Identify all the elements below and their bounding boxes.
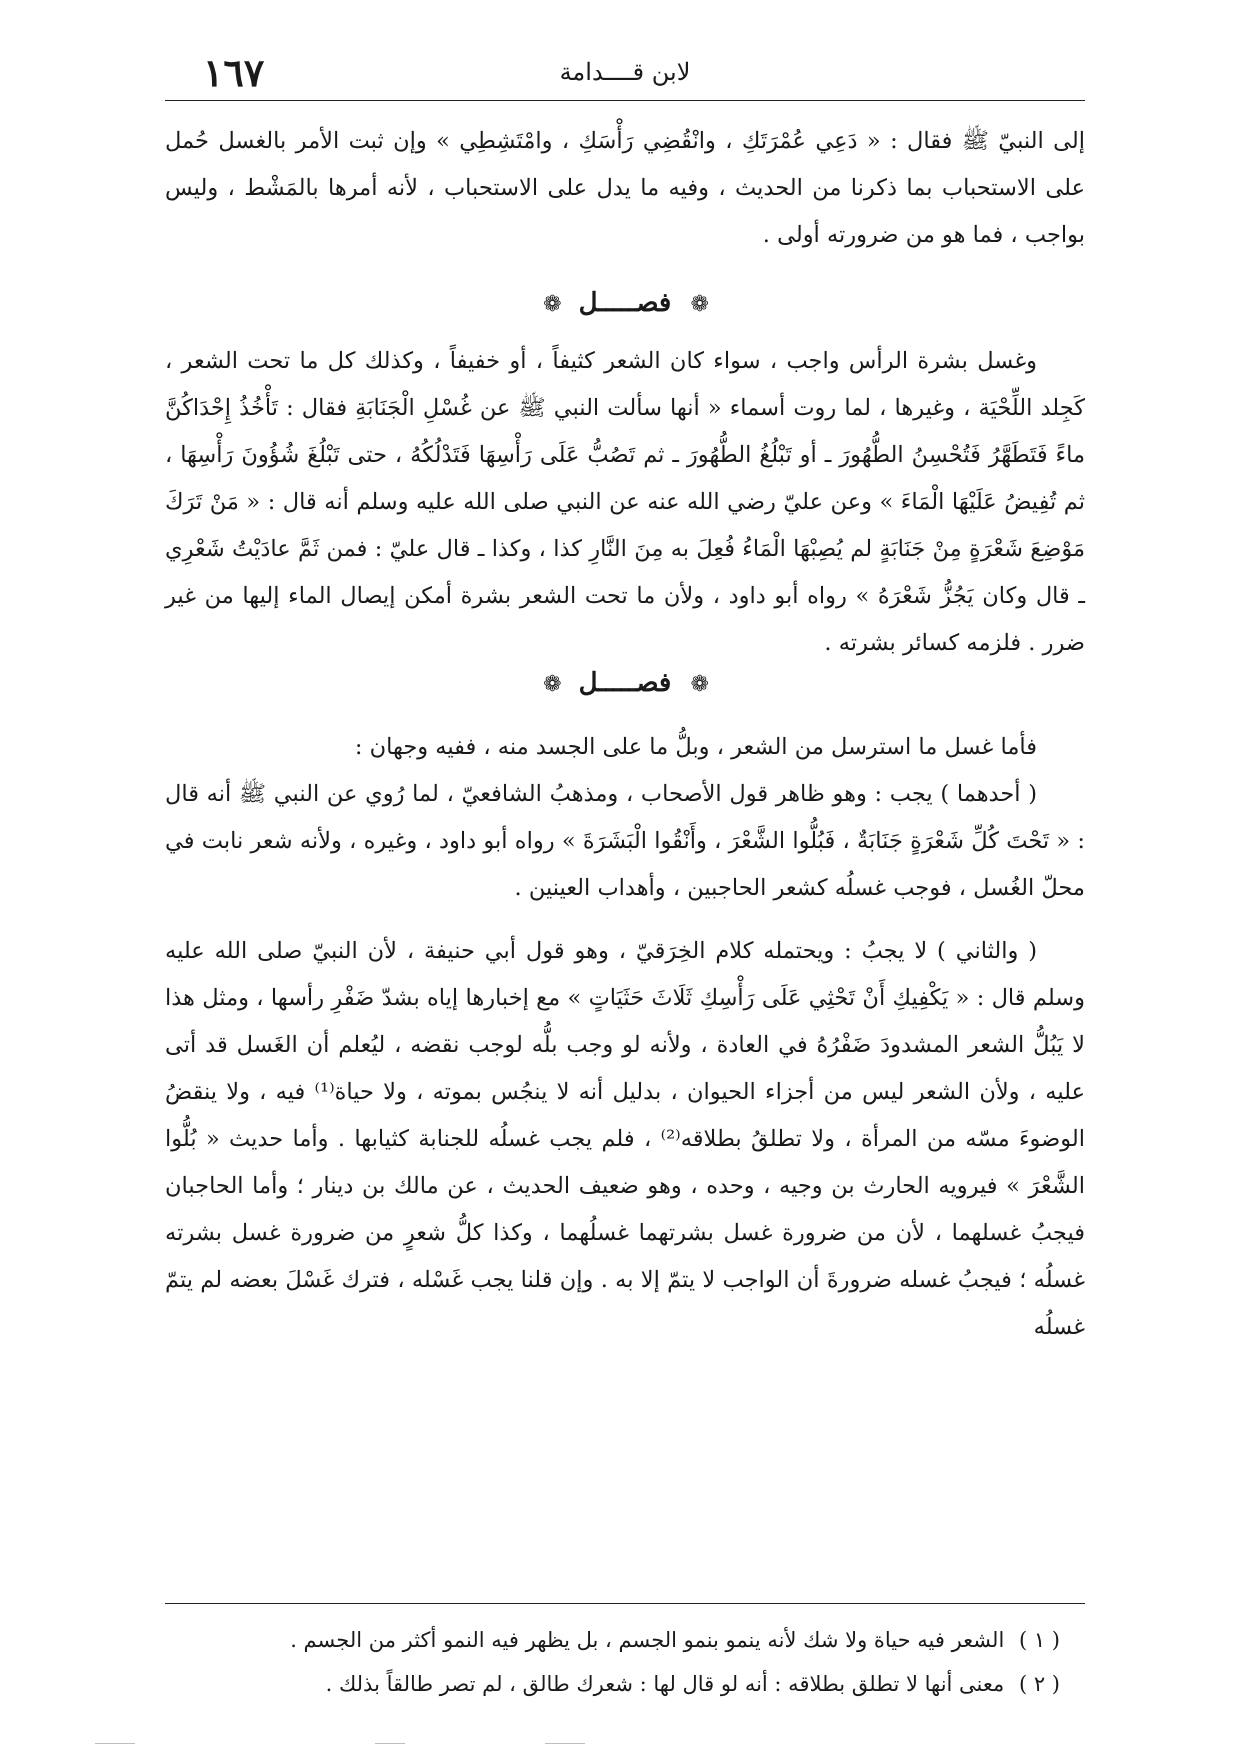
scan-artifact (375, 1743, 405, 1744)
ornament-icon: ❁ (543, 671, 560, 697)
section-1-body (165, 338, 1085, 667)
footnote-mark: ( ١ ) (1018, 1628, 1060, 1652)
footnote-1 (165, 1618, 1060, 1662)
paragraph-3b: ( أحدهما ) يجب : وهو ظاهر قول الأصحاب ، ومذهبُ الشافعيّ ، لما رُوي عن النبي ﷺ أنه قال : « تَحْتَ كُلِّ شَعْرَةٍ جَنَابَةٌ ، فَبُلُّوا الشَّعْرَ ، وأَنْقُوا الْبَشَرَةَ » رواه أبو داود ، وغيره ، ولأنه شعر نابت في محلّ الغُسل ، فوجب غسلُه كشعر الحاجبين ، وأهداب العينين . (165, 781, 1085, 901)
section-heading-fasl-1 (165, 288, 1085, 318)
paragraph-3a: فأما غسل ما استرسل من الشعر ، وبلُّ ما على الجسد منه ، ففيه وجهان : (354, 734, 1037, 760)
footnote-2 (165, 1662, 1060, 1706)
section-title: فصـــــل (578, 288, 672, 318)
footnote-text: الشعر فيه حياة ولا شك لأنه ينمو بنمو الجسم ، بل يظهر فيه النمو أكثر من الجسم . (290, 1628, 1005, 1652)
footnotes (165, 1618, 1060, 1706)
section-2-body-continued (165, 928, 1085, 1351)
scan-artifact (545, 1743, 585, 1744)
ornament-icon: ❁ (543, 291, 560, 317)
paragraph-continuation (165, 118, 1085, 259)
ornament-icon: ❁ (690, 671, 707, 697)
footnote-text: معنى أنها لا تطلق بطلاقه : أنه لو قال لها : شعرك طالق ، لم تصر طالقاً بذلك . (325, 1672, 1005, 1696)
page-header (165, 44, 1085, 94)
page-number: ١٦٧ (203, 50, 265, 95)
section-2-body (165, 724, 1085, 912)
paragraph-2: وغسل بشرة الرأس واجب ، سواء كان الشعر كثيفاً ، أو خفيفاً ، وكذلك كل ما تحت الشعر ، كَجِلد اللِّحْيَة ، وغيرها ، لما روت أسماء « أنها سألت النبي ﷺ عن غُسْلِ الْجَنَابَةِ فقال : تَأْخُذُ إِحْدَاكُنَّ ماءً فَتَطَهَّرُ فَتُحْسِنُ الطُّهُورَ ـ أو تَبْلُغُ الطُّهُورَ ـ ثم تَصُبُّ عَلَى رَأْسِهَا فَتَدْلُكُهُ ، حتى تَبْلُغَ شُؤُونَ رَأْسِهَا ، ثم تُفِيضُ عَلَيْهَا الْمَاءَ » وعن عليّ رضي الله عنه عن النبي صلى الله عليه وسلم أنه قال : « مَنْ تَرَكَ مَوْضِعَ شَعْرَةٍ مِنْ جَنَابَةٍ لم يُصِبْهَا الْمَاءُ فُعِلَ به مِنَ النَّارِ كذا ، وكذا ـ قال عليّ : فمن ثَمَّ عادَيْتُ شَعْرِي ـ قال وكان يَجُزُّ شَعْرَهُ » رواه أبو داود ، ولأن ما تحت الشعر بشرة أمكن إيصال الماء إليها من غير ضرر . فلزمه كسائر بشرته . (165, 348, 1085, 656)
paragraph-4: ( والثاني ) لا يجبُ : ويحتمله كلام الخِرَقيّ ، وهو قول أبي حنيفة ، لأن النبيّ صلى الله عليه وسلم قال : « يَكْفِيكِ أَنْ تَحْثِي عَلَى رَأْسِكِ ثَلَاثَ حَثَيَاتٍ » مع إخبارها إياه بشدّ ضَفْرِ رأسها ، ومثل هذا لا يَبُلُّ الشعر المشدودَ ضَفْرُهُ في العادة ، ولأنه لو وجب بلُّه لوجب نقضه ، ليُعلم أن الغَسل قد أتى عليه ، ولأن الشعر ليس من أجزاء الحيوان ، بدليل أنه لا ينجُس بموته ، ولا حياة⁽¹⁾ فيه ، ولا ينقضُ الوضوءَ مسّه من المرأة ، ولا تطلقُ بطلاقه⁽²⁾ ، فلم يجب غسلُه للجنابة كثيابها . وأما حديث « بُلُّوا الشَّعْرَ » فيرويه الحارث بن وجيه ، وحده ، وهو ضعيف الحديث ، عن مالك بن دينار ؛ وأما الحاجبان فيجبُ غسلهما ، لأن من ضرورة غسل بشرتهما غسلُهما ، وكذا كلُّ شعرٍ من ضرورة غسل بشرته غسلُه ؛ فيجبُ غسله ضرورةَ أن الواجب لا يتمّ إلا به . وإن قلنا يجب غَسْله ، فترك غَسْلَ بعضه لم يتمّ غسلُه (165, 938, 1086, 1340)
header-rule (165, 100, 1085, 101)
section-heading-fasl-2 (165, 668, 1085, 698)
ornament-icon: ❁ (690, 291, 707, 317)
running-title: لابن قــــدامة (559, 58, 691, 86)
section-title: فصـــــل (578, 668, 672, 698)
footnote-rule (165, 1603, 1085, 1604)
scan-artifact (95, 1743, 135, 1744)
footnote-mark: ( ٢ ) (1018, 1672, 1060, 1696)
paragraph-1: إلى النبيّ ﷺ فقال : « دَعِي عُمْرَتَكِ ، وانْقُضِي رَأْسَكِ ، وامْتَشِطِي » وإن ثبت الأمر بالغسل حُمل على الاستحباب بما ذكرنا من الحديث ، وفيه ما يدل على الاستحباب ، لأنه أمرها بالمَشْط ، وليس بواجب ، فما هو من ضرورته أولى . (165, 128, 1085, 248)
